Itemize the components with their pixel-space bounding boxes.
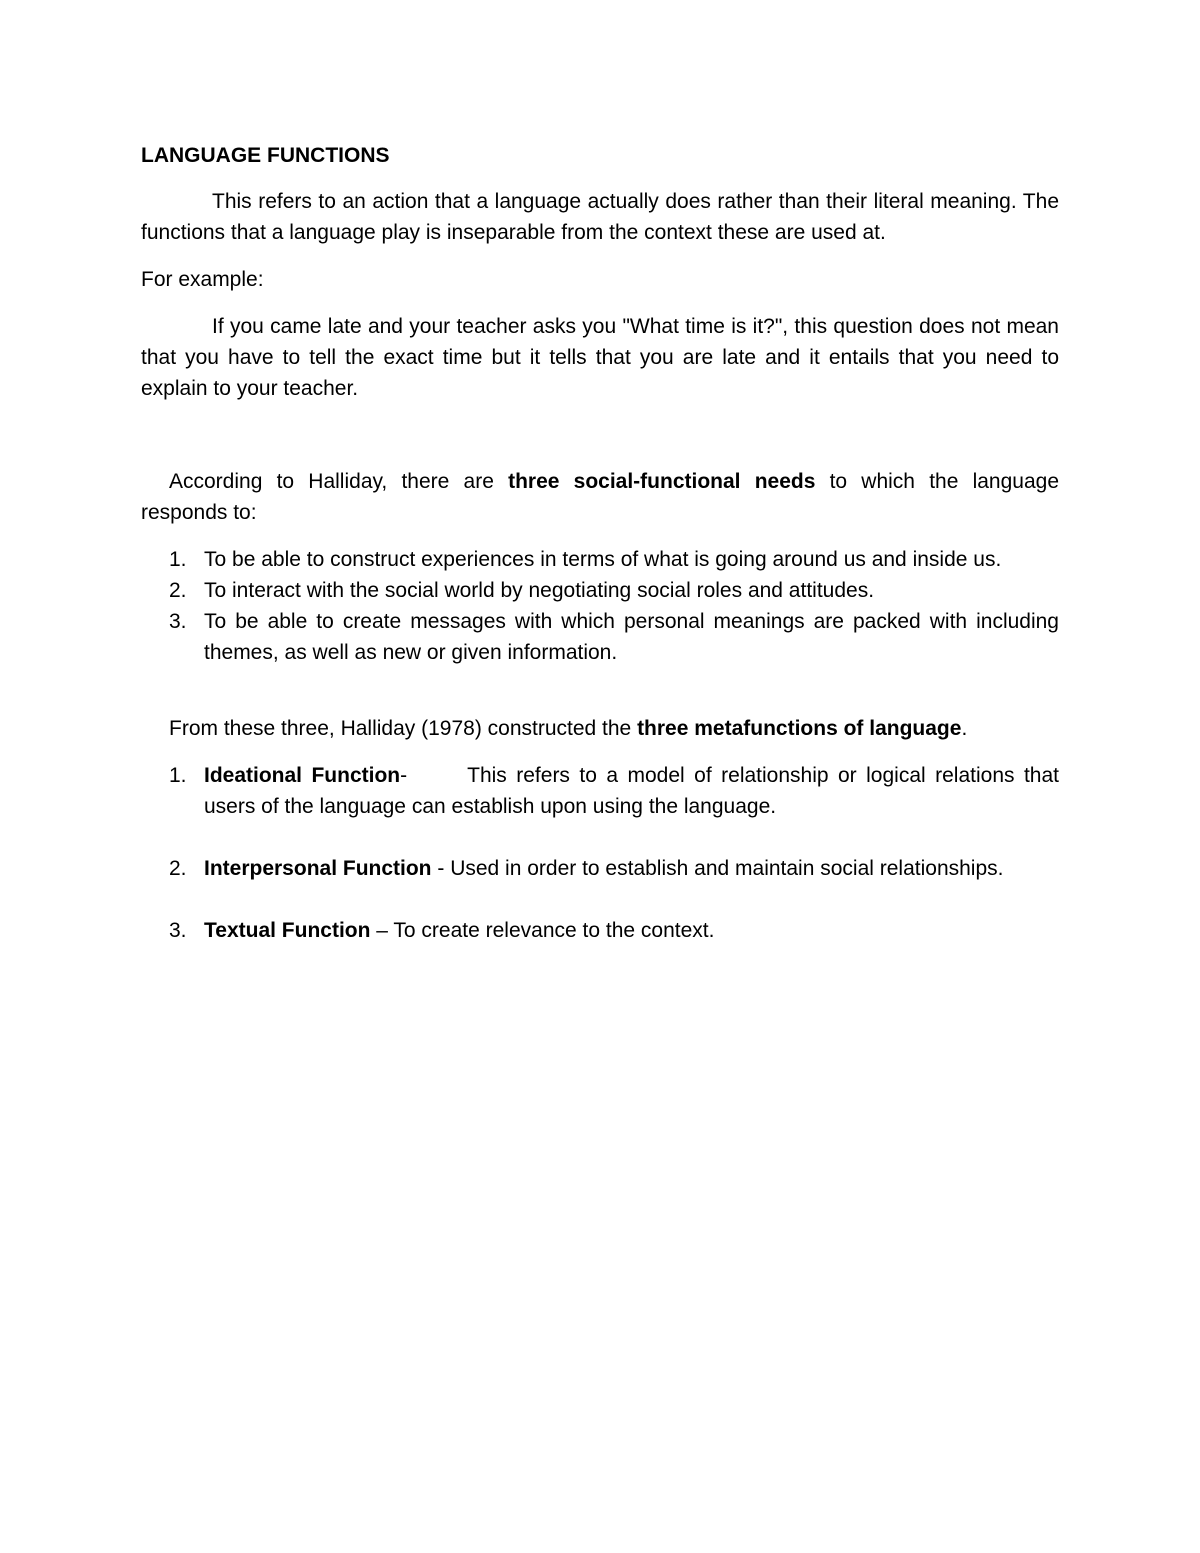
function-text: To create relevance to the context. [393, 919, 715, 942]
meta-text-post: . [961, 717, 968, 740]
list-item [141, 760, 1059, 822]
function-separator: - [431, 857, 451, 880]
spacer [141, 668, 1059, 713]
list-item-text: To be able to construct experiences in terms of what is going around us and inside us. [204, 548, 1002, 571]
needs-list [141, 544, 1059, 668]
function-name: Interpersonal Function [204, 857, 432, 880]
example-paragraph: If you came late and your teacher asks you "What time is it?", this question does not mean that you have to tell the exact time but it tells that you are late and it entails that you need to explain to your teacher. [141, 315, 1059, 400]
list-item [141, 544, 1059, 575]
list-number: 1. [169, 764, 187, 787]
spacer [141, 420, 1059, 466]
function-separator: - [400, 764, 408, 787]
metafunctions-list [141, 760, 1059, 946]
metafunctions-paragraph [141, 713, 1059, 744]
function-text: Used in order to establish and maintain social relationships. [450, 857, 1004, 880]
list-item [141, 915, 1059, 946]
function-name: Ideational Function [204, 764, 401, 787]
function-text: This refers to a model of relationship or logical relations that users of the language can establish upon using the language. [204, 764, 1059, 818]
list-item [141, 853, 1059, 884]
document-page [141, 140, 1059, 946]
example-label: For example: [141, 268, 264, 291]
meta-bold: three metafunctions of language [637, 717, 962, 740]
list-number: 2. [169, 579, 187, 602]
halliday-paragraph [141, 466, 1059, 528]
halliday-text-post: to which the language responds to: [141, 470, 1059, 524]
function-name: Textual Function [204, 919, 371, 942]
list-item-text: To be able to create messages with which personal meanings are packed with including themes, as well as new or given information. [204, 610, 1059, 664]
list-number: 3. [169, 919, 187, 942]
list-number: 3. [169, 610, 187, 633]
document-title: LANGUAGE FUNCTIONS [141, 144, 390, 167]
function-separator: – [370, 919, 394, 942]
halliday-text-pre: According to Halliday, there are [169, 470, 509, 493]
list-item [141, 575, 1059, 606]
halliday-bold: three social-functional needs [508, 470, 816, 493]
list-item [141, 606, 1059, 668]
meta-text-pre: From these three, Halliday (1978) constructed the [169, 717, 638, 740]
list-number: 2. [169, 857, 187, 880]
list-item-text: To interact with the social world by negotiating social roles and attitudes. [204, 579, 875, 602]
intro-paragraph: This refers to an action that a language actually does rather than their literal meaning. The functions that a language play is inseparable from the context these are used at. [141, 190, 1059, 244]
list-number: 1. [169, 548, 187, 571]
